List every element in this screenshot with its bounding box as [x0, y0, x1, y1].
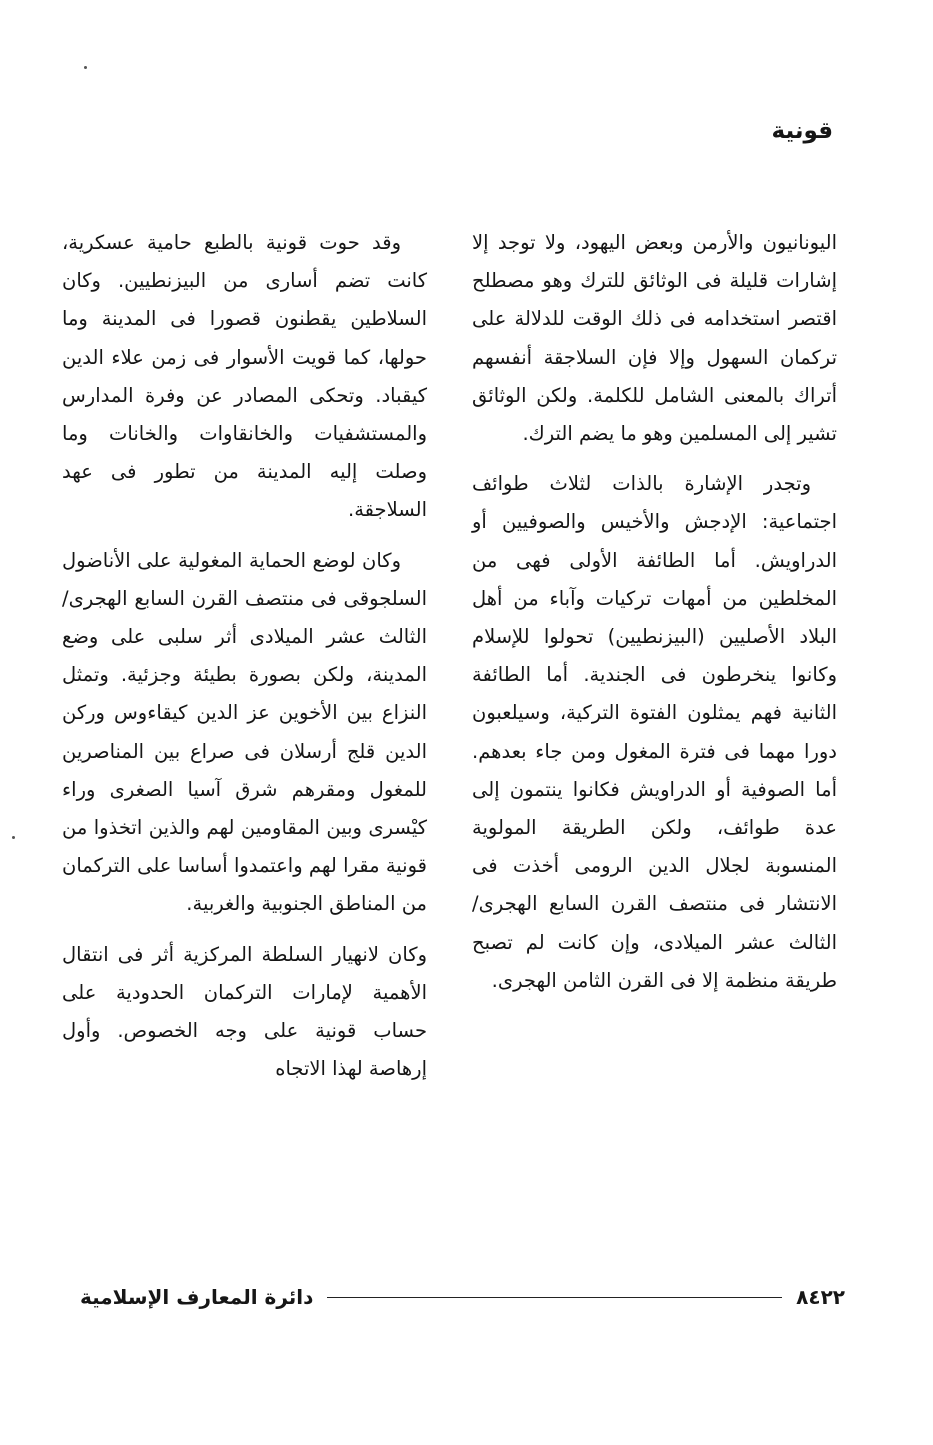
paragraph: اليونانيون والأرمن وبعض اليهود، ولا توجد إلا إشارات قليلة فى الوثائق للترك وهو مصطلح اقتصر استخدامه فى ذلك الوقت للدلالة على تركمان السهول وإلا فإن السلاجقة أنفسهم أتراك بالمعنى الشامل للكلمة. ولكن الوثائق تشير إلى المسلمين وهو ما يضم الترك.	[472, 231, 837, 446]
paragraph: وقد حوت قونية بالطبع حامية عسكرية، كانت تضم أسارى من البيزنطيين. وكان السلاطين يقطنون قصورا فى المدينة وما حولها، كما قويت الأسوار فى زمن علاء الدين كيقباد. وتحكى المصادر عن وفرة المدارس والمستشفيات والخانقاوات والخانات وما وصلت إليه المدينة من تطور فى عهد السلاجقة.	[62, 231, 427, 522]
journal-title: دائرة المعارف الإسلامية	[80, 1285, 314, 1309]
running-head: قونية	[771, 118, 833, 144]
paragraph: وكان لانهيار السلطة المركزية أثر فى انتقال الأهمية لإمارات التركمان الحدودية على حساب قونية على وجه الخصوص. وأول إرهاصة لهذا الاتجاه	[62, 942, 427, 1081]
page-footer	[80, 1282, 845, 1312]
paragraph: وتجدر الإشارة بالذات لثلاث طوائف اجتماعية: الإدجش والأخيس والصوفيين أو الدراويش. أما الطائفة الأولى فهى من المخلطين من أمهات تركيات وآباء من أهل البلاد الأصليين (البيزنطيين) تحولوا للإسلام وكانوا ينخرطون فى الجندية. أما الطائفة الثانية فهم يمثلون الفتوة التركية، وسيلعبون دورا مهما فى فترة المغول ومن جاء بعدهم. أما الصوفية أو الدراويش فكانوا ينتمون إلى عدة طوائف، ولكن الطريقة المولوية المنسوبة لجلال الدين الرومى أخذت فى الانتشار فى منتصف القرن السابع الهجرى/ الثالث عشر الميلادى، وإن كانت لم تصبح طريقة منظمة إلا فى القرن الثامن الهجرى.	[472, 472, 837, 992]
text-column-right	[472, 224, 837, 1012]
scan-speck	[84, 66, 87, 69]
scan-speck	[12, 836, 15, 839]
paragraph: وكان لوضع الحماية المغولية على الأناضول السلجوقى فى منتصف القرن السابع الهجرى/ الثالث عشر الميلادى أثر سلبى على وضع المدينة، ولكن بصورة بطيئة وجزئية. وتمثل النزاع بين الأخوين عز الدين كيقاءوس وركن الدين قلج أرسلان فى صراع بين المناصرين للمغول ومقرهم شرق آسيا الصغرى وراء كيْسرى وبين المقاومين لهم والذين اتخذوا من قونية مقرا لهم واعتمدوا أساسا على التركمان من المناطق الجنوبية والغربية.	[62, 548, 427, 916]
page-number: ٨٤٢٢	[796, 1285, 845, 1309]
footer-rule	[327, 1297, 782, 1298]
text-column-left	[62, 224, 427, 1100]
